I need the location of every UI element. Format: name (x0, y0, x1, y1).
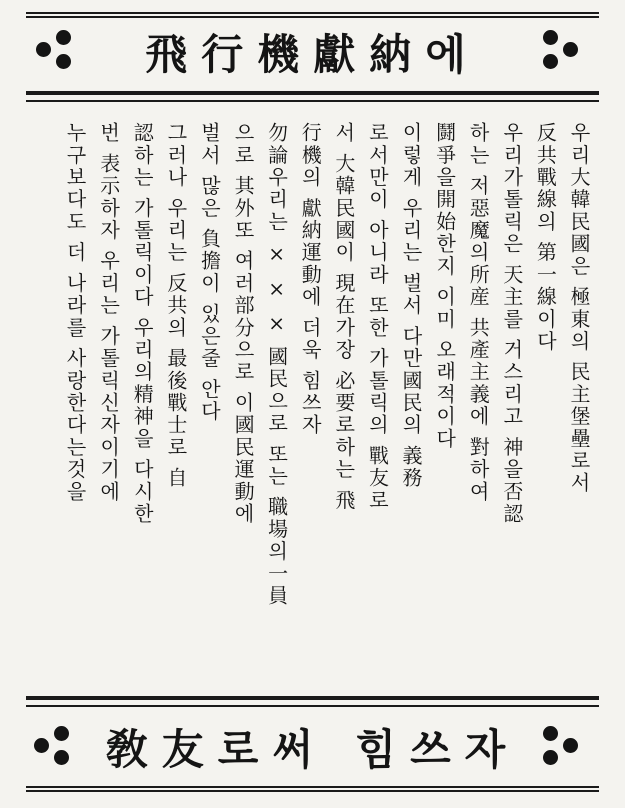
article-column: 으로 其外또 여러部分으로 이國民運動에 (231, 122, 256, 526)
article-column: 하는 저惡魔의所産 共產主義에 對하여 (466, 122, 491, 503)
footer-rule-upper (26, 696, 599, 700)
article-column: 누구보다도 더 나라를 사랑한다는것을 (63, 122, 88, 503)
header-title: 飛行機獻納에 (145, 30, 480, 79)
footer-slogan: 敎友로써 힘쓰자 (105, 725, 520, 774)
ornament-left-icon (32, 724, 80, 772)
article-column: 勿論우리는 × × × 國民으로 또는 職場의一員 (264, 122, 289, 608)
article-column: 그러나 우리는 反共의 最後戰士로 自 (163, 122, 188, 490)
header-rule-upper (26, 91, 599, 95)
ornament-left-icon (34, 28, 82, 76)
header-rule-lower (26, 100, 599, 102)
article-column: 서 大韓民國이 現在가장 必要로하는 飛 (331, 122, 356, 512)
bottom-rule-inner (26, 786, 599, 788)
article-column: 鬪爭을開始한지 이미 오래적이다 (432, 122, 457, 450)
ornament-right-icon (541, 724, 589, 772)
top-rule-outer (26, 12, 599, 14)
article-column: 로서만이 아니라 또한 가톨릭의 戰友로 (365, 122, 390, 512)
article-column: 벌서 많은 負擔이 있은줄 안다 (197, 122, 222, 423)
article-column: 이렇게 우리는 벌서 다만國民의 義務 (399, 122, 424, 490)
article-column: 번 表示하자 우리는 가톨릭신자이기에 (96, 122, 121, 503)
article-column: 우리가톨릭은 天主를 거스리고 神을否認 (499, 122, 524, 526)
article-body (30, 122, 595, 682)
ornament-right-icon (541, 28, 589, 76)
footer-banner (26, 716, 599, 778)
footer-rule-lower (26, 705, 599, 707)
header-banner (26, 22, 599, 82)
article-column: 認하는 가톨릭이다 우리의精神을 다시한 (130, 122, 155, 526)
article-column: 行機의 獻納運動에 더욱 힘쓰자 (298, 122, 323, 437)
bottom-rule-outer (26, 790, 599, 792)
top-rule-inner (26, 16, 599, 18)
article-column: 反共戰線의 第一線이다 (533, 122, 558, 353)
article-column: 우리大韓民國은 極東의 民主堡壘로서 (567, 122, 591, 495)
